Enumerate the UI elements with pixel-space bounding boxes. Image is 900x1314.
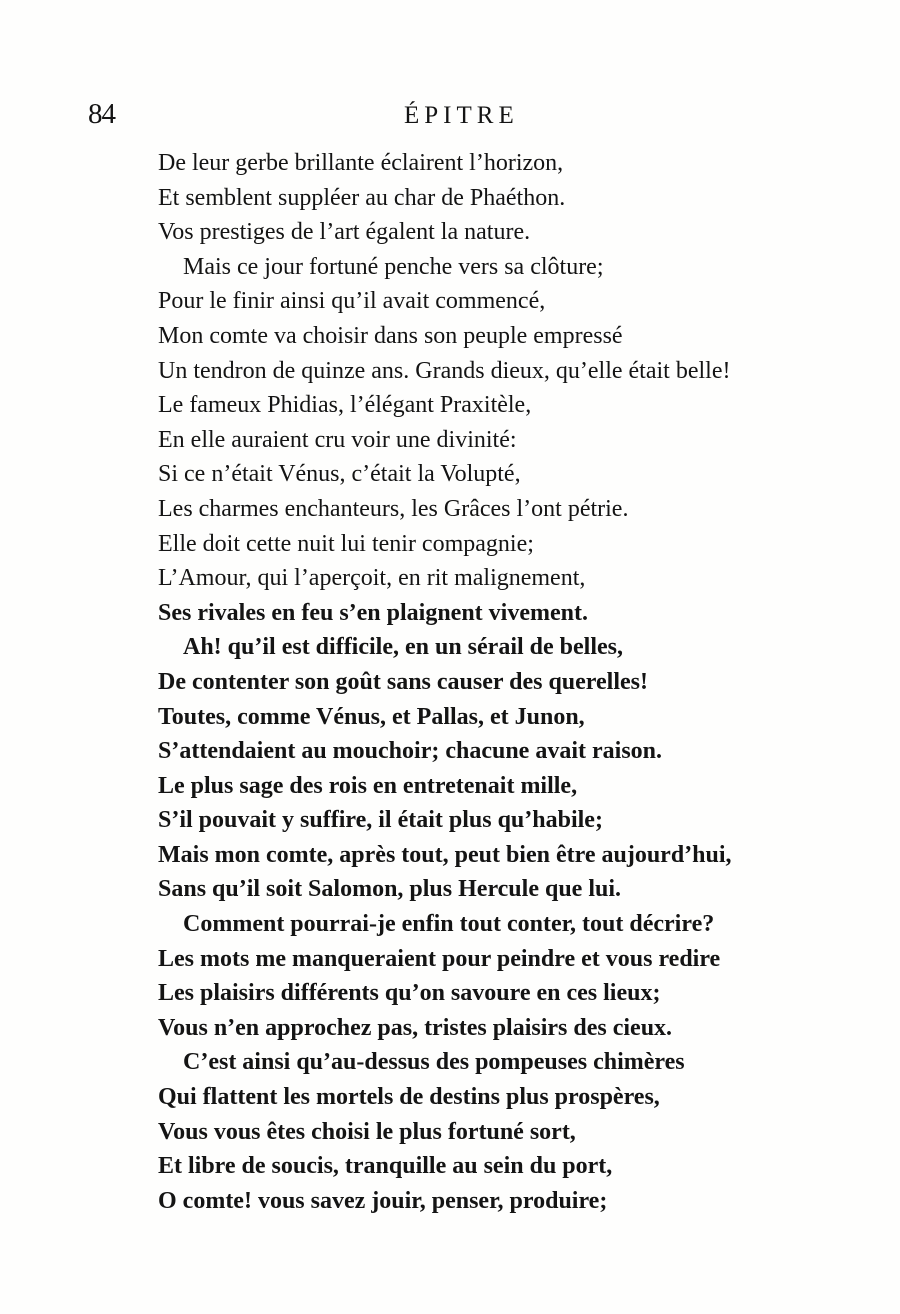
poem-line: C’est ainsi qu’au-dessus des pompeuses chimères (183, 1049, 685, 1076)
page-number: 84 (88, 98, 115, 130)
poem-line: Le fameux Phidias, l’élégant Praxitèle, (158, 392, 532, 419)
poem-line: S’il pouvait y suffire, il était plus qu’habile; (158, 807, 603, 834)
poem-line: Le plus sage des rois en entretenait mille, (158, 772, 578, 799)
poem-line: Les plaisirs différents qu’on savoure en ces lieux; (158, 980, 661, 1007)
poem-line: Et libre de soucis, tranquille au sein du port, (158, 1153, 613, 1180)
poem-line: De leur gerbe brillante éclairent l’horizon, (158, 150, 564, 176)
poem-line: En elle auraient cru voir une divinité: (158, 426, 517, 453)
poem-line: Mais ce jour fortuné penche vers sa clôture; (183, 253, 604, 280)
poem-line: Un tendron de quinze ans. Grands dieux, qu’elle était belle! (158, 357, 731, 384)
poem-line: Qui flattent les mortels de destins plus prospères, (158, 1084, 660, 1111)
poem-line: Ah! qu’il est difficile, en un sérail de belles, (183, 634, 623, 661)
poem-line: Vos prestiges de l’art égalent la nature. (158, 219, 531, 246)
poem-line: Ses rivales en feu s’en plaignent vivement. (158, 599, 588, 626)
poem-line: Vous n’en approchez pas, tristes plaisirs des cieux. (158, 1014, 673, 1041)
poem-line: Mon comte va choisir dans son peuple empressé (158, 322, 623, 349)
poem-line: Elle doit cette nuit lui tenir compagnie; (158, 530, 534, 557)
poem-line: Toutes, comme Vénus, et Pallas, et Junon, (158, 703, 585, 730)
poem-line: Sans qu’il soit Salomon, plus Hercule que lui. (158, 876, 622, 903)
poem-line: Comment pourrai-je enfin tout conter, tout décrire? (183, 911, 715, 938)
poem-line: Pour le finir ainsi qu’il avait commencé, (158, 288, 546, 315)
running-title: ÉPITRE (404, 102, 519, 129)
poem-line: O comte! vous savez jouir, penser, produire; (158, 1187, 608, 1214)
poem-line: Les mots me manqueraient pour peindre et vous redire (158, 945, 721, 972)
poem-line: Vous vous êtes choisi le plus fortuné sort, (158, 1118, 576, 1145)
poem-line: Et semblent suppléer au char de Phaéthon. (158, 184, 566, 211)
poem-line: S’attendaient au mouchoir; chacune avait raison. (158, 738, 662, 765)
poem-body (158, 146, 858, 1218)
poem-line: Si ce n’était Vénus, c’était la Volupté, (158, 461, 521, 488)
poem-line: L’Amour, qui l’aperçoit, en rit malignement, (158, 565, 586, 592)
poem-line: Les charmes enchanteurs, les Grâces l’ont pétrie. (158, 495, 629, 522)
poem-line: Mais mon comte, après tout, peut bien être aujourd’hui, (158, 841, 732, 868)
poem-line: De contenter son goût sans causer des querelles! (158, 668, 648, 695)
